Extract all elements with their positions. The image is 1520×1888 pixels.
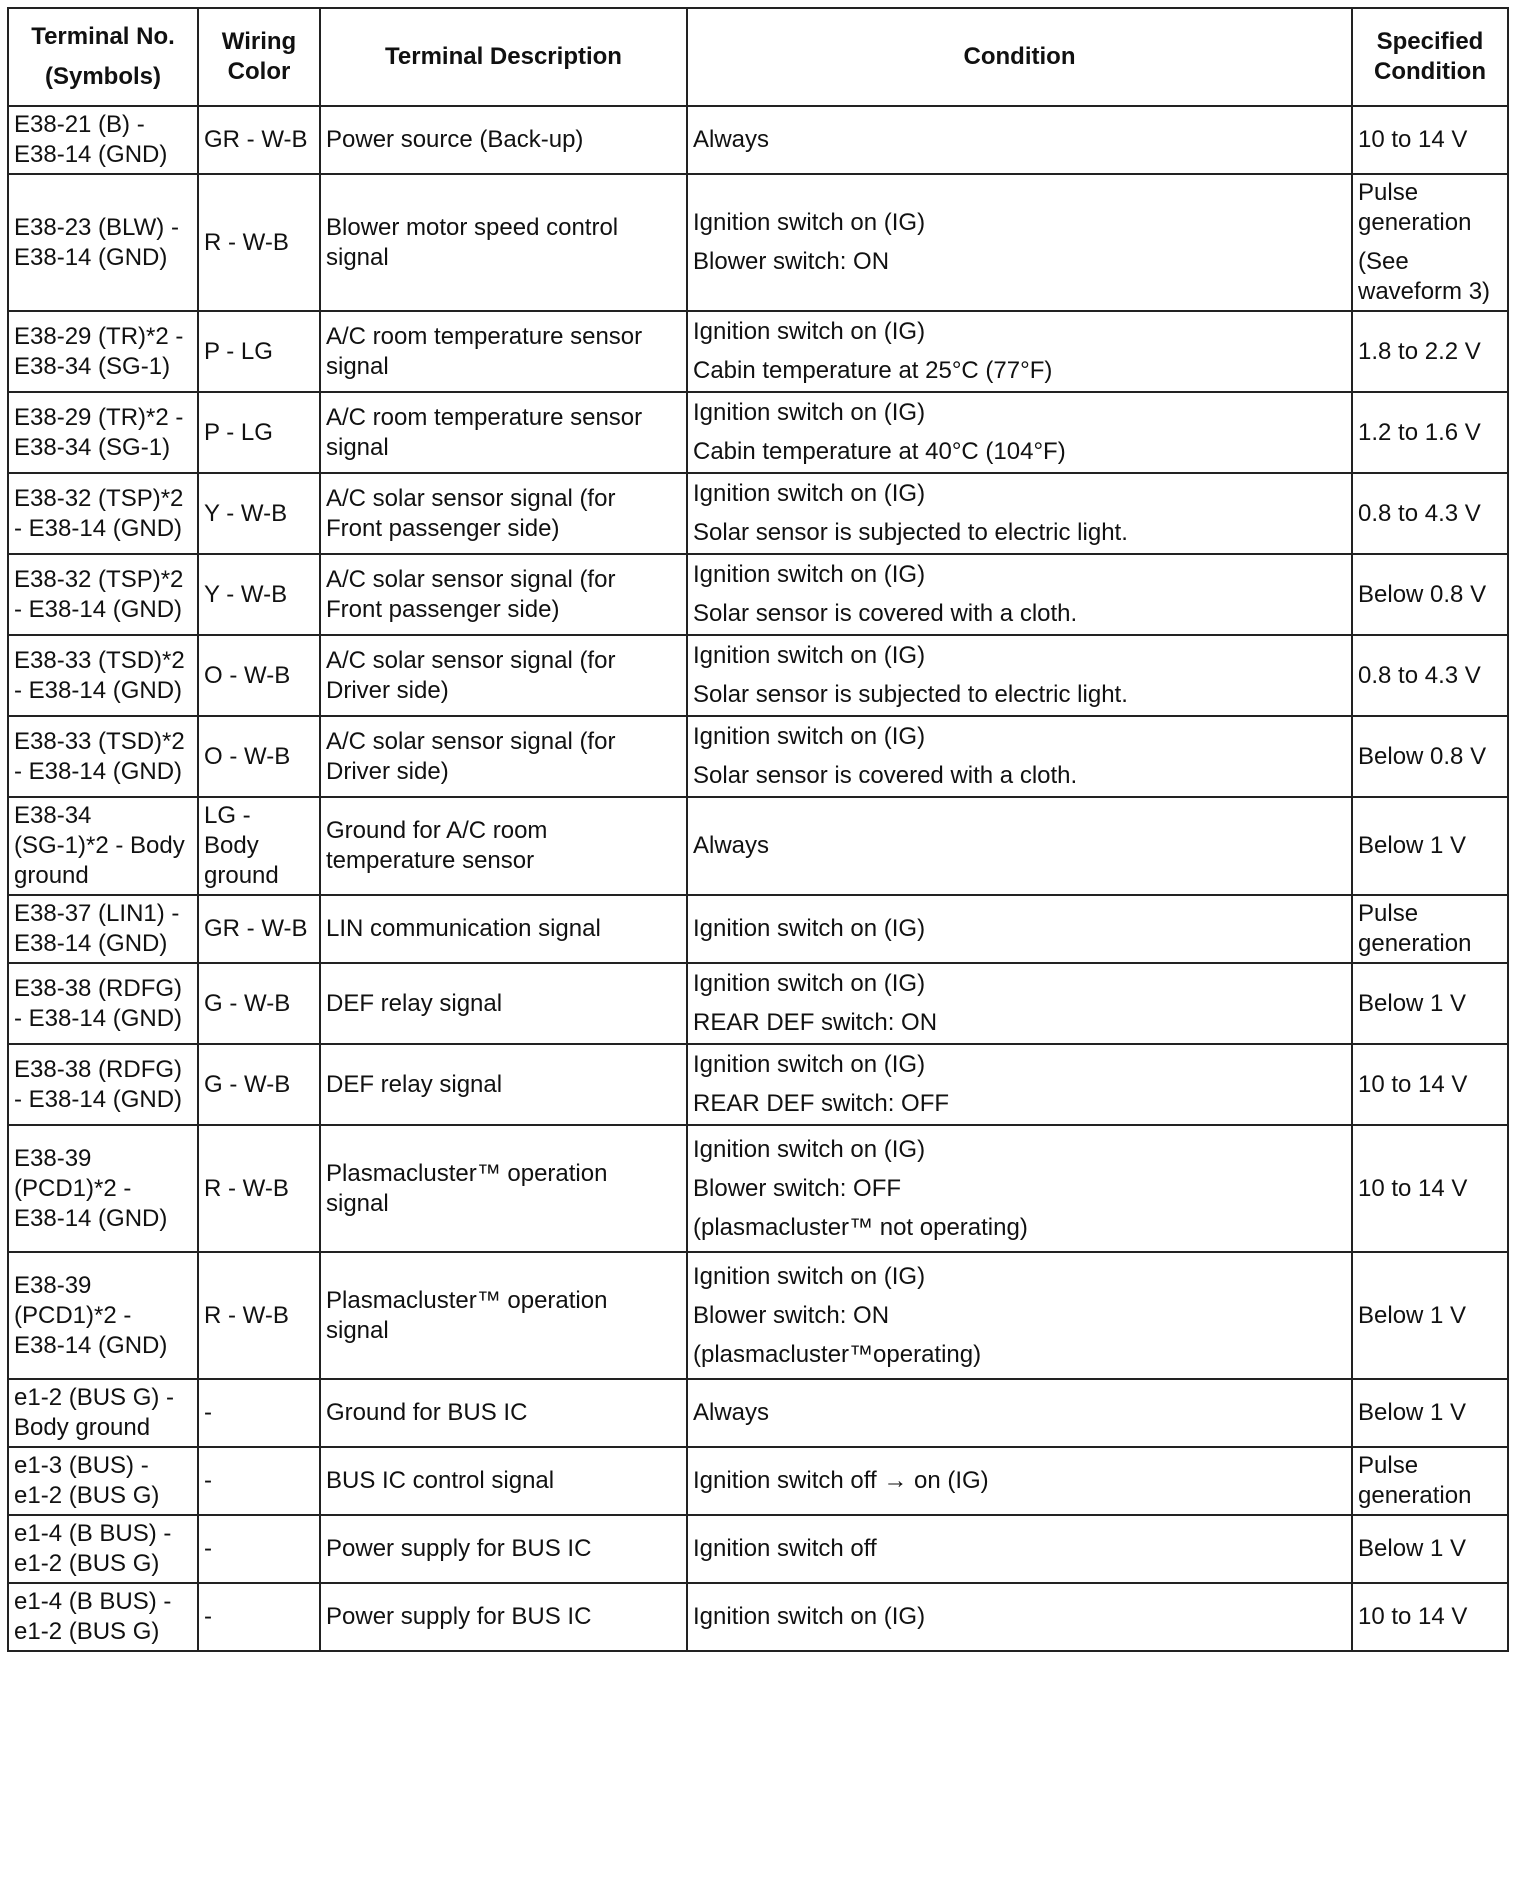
- condition-line: Ignition switch on (IG): [693, 642, 926, 669]
- specified-condition-line: 1.2 to 1.6 V: [1358, 418, 1481, 446]
- wiring-color-cell: [198, 797, 320, 895]
- specified-condition-line: 1.8 to 2.2 V: [1358, 337, 1481, 365]
- terminal-line: E38-32 (TSP)*2: [14, 484, 184, 512]
- condition-cell: [687, 311, 1352, 392]
- condition-cell: [687, 174, 1352, 311]
- specified-condition-cell: [1352, 311, 1508, 392]
- specified-condition-cell: [1352, 635, 1508, 716]
- wiring-color-cell: [198, 1515, 320, 1583]
- wiring-color-line: O - W-B: [204, 742, 291, 770]
- wiring-color-line: Y - W-B: [204, 499, 288, 527]
- terminal-line: E38-34: [14, 802, 92, 829]
- description-line: Driver side): [326, 757, 449, 785]
- condition-line: Cabin temperature at 25°C (77°F): [693, 357, 1053, 384]
- wiring-color-cell: [198, 392, 320, 473]
- terminal-cell: [8, 895, 198, 963]
- table-row: [8, 392, 1508, 473]
- description-line: Front passenger side): [326, 595, 560, 623]
- terminal-line: (SG-1)*2 - Body: [14, 832, 185, 859]
- condition-cell: [687, 1515, 1352, 1583]
- wiring-color-line: GR - W-B: [204, 126, 308, 153]
- terminal-line: E38-14 (GND): [14, 930, 168, 957]
- terminal-line: e1-4 (B BUS) -: [14, 1588, 172, 1615]
- wiring-color-cell: [198, 963, 320, 1044]
- terminal-line: E38-38 (RDFG): [14, 974, 183, 1002]
- condition-cell: [687, 716, 1352, 797]
- wiring-color-cell: [198, 635, 320, 716]
- description-cell: [320, 1515, 687, 1583]
- terminal-line: E38-14 (GND): [14, 1204, 168, 1232]
- description-cell: [320, 716, 687, 797]
- specified-condition-cell: [1352, 1583, 1508, 1651]
- specified-condition-cell: [1352, 963, 1508, 1044]
- wiring-color-line: R - W-B: [204, 1174, 289, 1202]
- terminal-line: e1-2 (BUS G): [14, 1550, 160, 1577]
- terminal-line: ground: [14, 862, 89, 889]
- condition-line: (plasmacluster™ not operating): [693, 1213, 1028, 1241]
- table-header-row: [8, 8, 1508, 106]
- description-line: A/C solar sensor signal (for: [326, 484, 616, 512]
- specified-condition-cell: [1352, 1125, 1508, 1252]
- condition-line: Ignition switch on (IG): [693, 1135, 926, 1163]
- condition-line: (plasmacluster™operating): [693, 1340, 982, 1368]
- terminal-line: E38-34 (SG-1): [14, 433, 171, 461]
- condition-line: Ignition switch on (IG): [693, 480, 926, 507]
- condition-line: Ignition switch off: [693, 1535, 877, 1562]
- specified-condition-line: 0.8 to 4.3 V: [1358, 661, 1481, 689]
- condition-cell: [687, 106, 1352, 174]
- condition-cell: [687, 1252, 1352, 1379]
- specified-condition-cell: [1352, 1447, 1508, 1515]
- description-cell: [320, 1379, 687, 1447]
- wiring-color-cell: [198, 1125, 320, 1252]
- specified-condition-cell: [1352, 1379, 1508, 1447]
- terminal-line: Body ground: [14, 1414, 151, 1441]
- condition-cell: [687, 895, 1352, 963]
- header-specified-line1: Specified: [1376, 28, 1484, 55]
- header-specified-line2: Condition: [1374, 58, 1486, 85]
- terminal-line: E38-39: [14, 1144, 92, 1172]
- wiring-color-line: G - W-B: [204, 989, 291, 1017]
- terminal-line: - E38-14 (GND): [14, 676, 183, 704]
- terminal-line: e1-2 (BUS G): [14, 1482, 160, 1509]
- specified-condition-line: waveform 3): [1358, 278, 1491, 305]
- condition-cell: [687, 1125, 1352, 1252]
- terminal-cell: [8, 554, 198, 635]
- description-cell: [320, 1583, 687, 1651]
- terminal-line: E38-32 (TSP)*2: [14, 565, 184, 593]
- condition-line: Ignition switch on (IG): [693, 1262, 926, 1290]
- terminal-cell: [8, 963, 198, 1044]
- wiring-color-cell: [198, 1583, 320, 1651]
- specified-condition-cell: [1352, 392, 1508, 473]
- wiring-color-cell: [198, 311, 320, 392]
- condition-line: REAR DEF switch: OFF: [693, 1090, 950, 1117]
- wiring-color-line: -: [204, 1535, 212, 1562]
- header-description: Terminal Description: [320, 8, 687, 106]
- wiring-color-line: LG -: [204, 802, 251, 829]
- description-line: A/C solar sensor signal (for: [326, 565, 616, 593]
- condition-cell: [687, 392, 1352, 473]
- condition-line: Always: [693, 126, 770, 153]
- table-body: [8, 106, 1508, 1651]
- condition-cell: [687, 1447, 1352, 1515]
- condition-line: Ignition switch on (IG): [693, 209, 926, 236]
- terminal-cell: [8, 1125, 198, 1252]
- condition-line: Cabin temperature at 40°C (104°F): [693, 438, 1066, 465]
- wiring-color-cell: [198, 1447, 320, 1515]
- table-row: [8, 473, 1508, 554]
- description-cell: [320, 895, 687, 963]
- condition-line: Ignition switch on (IG): [693, 723, 926, 750]
- header-condition: Condition: [687, 8, 1352, 106]
- description-line: Blower motor speed control: [326, 213, 619, 241]
- description-line: signal: [326, 352, 389, 380]
- header-terminal: [8, 8, 198, 106]
- specified-condition-line: Pulse: [1358, 179, 1419, 206]
- specified-condition-line: Below 1 V: [1358, 1535, 1467, 1562]
- description-line: DEF relay signal: [326, 989, 503, 1017]
- wiring-color-cell: [198, 716, 320, 797]
- specified-condition-cell: [1352, 895, 1508, 963]
- terminal-cell: [8, 1379, 198, 1447]
- specified-condition-line: Below 1 V: [1358, 1399, 1467, 1426]
- terminal-cell: [8, 797, 198, 895]
- specified-condition-line: generation: [1358, 209, 1472, 236]
- condition-line: Blower switch: ON: [693, 248, 890, 275]
- specified-condition-line: 10 to 14 V: [1358, 1174, 1468, 1202]
- description-line: Plasmacluster™ operation: [326, 1286, 608, 1314]
- terminal-cell: [8, 106, 198, 174]
- description-line: signal: [326, 1189, 389, 1217]
- description-line: DEF relay signal: [326, 1070, 503, 1098]
- condition-line: Always: [693, 1399, 770, 1426]
- condition-line: Ignition switch on (IG): [693, 1603, 926, 1630]
- terminal-line: (PCD1)*2 -: [14, 1174, 132, 1202]
- terminal-line: e1-3 (BUS) -: [14, 1452, 149, 1479]
- wiring-color-cell: [198, 554, 320, 635]
- description-cell: [320, 473, 687, 554]
- specified-condition-cell: [1352, 1515, 1508, 1583]
- header-terminal-line2: (Symbols): [44, 63, 161, 90]
- condition-cell: [687, 473, 1352, 554]
- terminal-cell: [8, 473, 198, 554]
- header-specified: [1352, 8, 1508, 106]
- table-row: [8, 1379, 1508, 1447]
- condition-line: Solar sensor is covered with a cloth.: [693, 762, 1078, 789]
- terminal-line: E38-29 (TR)*2 -: [14, 403, 184, 431]
- wiring-color-line: GR - W-B: [204, 915, 308, 942]
- terminal-line: E38-14 (GND): [14, 1331, 168, 1359]
- condition-line: REAR DEF switch: ON: [693, 1009, 938, 1036]
- description-cell: [320, 106, 687, 174]
- terminal-cell: [8, 392, 198, 473]
- terminal-line: - E38-14 (GND): [14, 1004, 183, 1032]
- specified-condition-cell: [1352, 106, 1508, 174]
- terminal-cell: [8, 311, 198, 392]
- condition-line: Ignition switch on (IG): [693, 561, 926, 588]
- description-line: A/C solar sensor signal (for: [326, 646, 616, 674]
- condition-line: Ignition switch on (IG): [693, 970, 926, 997]
- wiring-color-line: R - W-B: [204, 228, 289, 256]
- specified-condition-cell: [1352, 1252, 1508, 1379]
- wiring-color-cell: [198, 106, 320, 174]
- table-row: [8, 635, 1508, 716]
- description-cell: [320, 554, 687, 635]
- condition-line: Ignition switch on (IG): [693, 399, 926, 426]
- terminal-line: E38-14 (GND): [14, 141, 168, 168]
- wiring-color-cell: [198, 1044, 320, 1125]
- description-line: signal: [326, 243, 389, 271]
- condition-cell: [687, 1044, 1352, 1125]
- table-row: [8, 1125, 1508, 1252]
- condition-line: Ignition switch off → on (IG): [693, 1467, 989, 1494]
- terminal-line: E38-14 (GND): [14, 243, 168, 271]
- table-row: [8, 963, 1508, 1044]
- description-cell: [320, 1044, 687, 1125]
- wiring-color-line: -: [204, 1399, 212, 1426]
- specified-condition-cell: [1352, 716, 1508, 797]
- description-line: Plasmacluster™ operation: [326, 1159, 608, 1187]
- description-line: Power source (Back-up): [326, 126, 584, 153]
- condition-line: Ignition switch on (IG): [693, 318, 926, 345]
- description-cell: [320, 174, 687, 311]
- description-cell: [320, 797, 687, 895]
- terminal-line: - E38-14 (GND): [14, 595, 183, 623]
- table-row: [8, 1252, 1508, 1379]
- specified-condition-line: 0.8 to 4.3 V: [1358, 499, 1481, 527]
- wiring-color-line: R - W-B: [204, 1301, 289, 1329]
- condition-line: Always: [693, 832, 770, 859]
- condition-cell: [687, 635, 1352, 716]
- terminal-cell: [8, 174, 198, 311]
- description-line: BUS IC control signal: [326, 1467, 555, 1494]
- wiring-color-line: Y - W-B: [204, 580, 288, 608]
- wiring-color-line: G - W-B: [204, 1070, 291, 1098]
- header-wiring-line1: Wiring: [221, 28, 297, 55]
- condition-cell: [687, 963, 1352, 1044]
- table-row: [8, 174, 1508, 311]
- specified-condition-cell: [1352, 554, 1508, 635]
- specified-condition-line: Below 1 V: [1358, 989, 1467, 1017]
- terminal-line: E38-37 (LIN1) -: [14, 900, 180, 927]
- table-row: [8, 1447, 1508, 1515]
- description-cell: [320, 311, 687, 392]
- terminal-line: E38-38 (RDFG): [14, 1055, 183, 1083]
- specified-condition-line: Pulse: [1358, 1452, 1419, 1479]
- terminal-line: - E38-14 (GND): [14, 1085, 183, 1113]
- condition-cell: [687, 554, 1352, 635]
- wiring-color-cell: [198, 473, 320, 554]
- terminal-cell: [8, 1583, 198, 1651]
- terminal-cell: [8, 1515, 198, 1583]
- table-row: [8, 716, 1508, 797]
- description-cell: [320, 963, 687, 1044]
- description-line: A/C room temperature sensor: [326, 322, 643, 350]
- wiring-color-line: Body: [204, 832, 259, 859]
- terminal-line: E38-34 (SG-1): [14, 352, 171, 380]
- terminal-cell: [8, 1252, 198, 1379]
- specified-condition-line: Below 0.8 V: [1358, 742, 1487, 770]
- wiring-color-cell: [198, 895, 320, 963]
- wiring-color-line: -: [204, 1603, 212, 1630]
- specified-condition-line: 10 to 14 V: [1358, 126, 1468, 153]
- description-cell: [320, 392, 687, 473]
- header-terminal-line1: Terminal No.: [31, 23, 175, 50]
- condition-line: Blower switch: ON: [693, 1301, 890, 1329]
- description-line: Ground for A/C room: [326, 817, 548, 844]
- specified-condition-line: Below 0.8 V: [1358, 580, 1487, 608]
- wiring-color-cell: [198, 1252, 320, 1379]
- terminal-line: E38-39: [14, 1271, 92, 1299]
- wiring-color-line: P - LG: [204, 418, 273, 446]
- specified-condition-line: generation: [1358, 930, 1472, 957]
- specified-condition-cell: [1352, 174, 1508, 311]
- terminal-line: e1-2 (BUS G) -: [14, 1384, 175, 1411]
- specified-condition-cell: [1352, 473, 1508, 554]
- description-line: A/C solar sensor signal (for: [326, 727, 616, 755]
- table-row: [8, 797, 1508, 895]
- condition-line: Solar sensor is subjected to electric light.: [693, 681, 1128, 708]
- description-cell: [320, 1447, 687, 1515]
- header-wiring-line2: Color: [227, 58, 291, 85]
- table-row: [8, 554, 1508, 635]
- specified-condition-cell: [1352, 1044, 1508, 1125]
- condition-cell: [687, 797, 1352, 895]
- condition-line: Solar sensor is subjected to electric light.: [693, 519, 1128, 546]
- terminal-line: E38-29 (TR)*2 -: [14, 322, 184, 350]
- table-row: [8, 1515, 1508, 1583]
- table-row: [8, 311, 1508, 392]
- specified-condition-cell: [1352, 797, 1508, 895]
- description-cell: [320, 635, 687, 716]
- specified-condition-line: Pulse: [1358, 900, 1419, 927]
- table-row: [8, 1044, 1508, 1125]
- wiring-color-line: ground: [204, 862, 279, 889]
- terminal-line: e1-2 (BUS G): [14, 1618, 160, 1645]
- description-line: signal: [326, 1316, 389, 1344]
- terminal-cell: [8, 635, 198, 716]
- description-line: Power supply for BUS IC: [326, 1603, 592, 1630]
- specified-condition-line: Below 1 V: [1358, 1301, 1467, 1329]
- terminal-line: E38-33 (TSD)*2: [14, 727, 185, 755]
- description-line: Front passenger side): [326, 514, 560, 542]
- description-line: LIN communication signal: [326, 915, 601, 942]
- wiring-color-line: O - W-B: [204, 661, 291, 689]
- wiring-color-cell: [198, 174, 320, 311]
- terminal-spec-table: [7, 7, 1509, 1652]
- terminal-cell: [8, 716, 198, 797]
- terminal-line: E38-23 (BLW) -: [14, 213, 179, 241]
- terminal-line: - E38-14 (GND): [14, 757, 183, 785]
- description-line: Ground for BUS IC: [326, 1399, 528, 1426]
- description-line: Driver side): [326, 676, 449, 704]
- terminal-line: E38-33 (TSD)*2: [14, 646, 185, 674]
- terminal-cell: [8, 1447, 198, 1515]
- wiring-color-cell: [198, 1379, 320, 1447]
- condition-line: Ignition switch on (IG): [693, 1051, 926, 1078]
- wiring-color-line: P - LG: [204, 337, 273, 365]
- description-cell: [320, 1252, 687, 1379]
- terminal-line: e1-4 (B BUS) -: [14, 1520, 172, 1547]
- description-cell: [320, 1125, 687, 1252]
- terminal-line: - E38-14 (GND): [14, 514, 183, 542]
- specified-condition-line: 10 to 14 V: [1358, 1603, 1468, 1630]
- table-row: [8, 895, 1508, 963]
- condition-line: Ignition switch on (IG): [693, 915, 926, 942]
- table-row: [8, 106, 1508, 174]
- condition-cell: [687, 1583, 1352, 1651]
- wiring-color-line: -: [204, 1467, 212, 1494]
- specified-condition-line: 10 to 14 V: [1358, 1070, 1468, 1098]
- specified-condition-line: Below 1 V: [1358, 832, 1467, 859]
- table-row: [8, 1583, 1508, 1651]
- description-line: temperature sensor: [326, 847, 535, 874]
- condition-line: Solar sensor is covered with a cloth.: [693, 600, 1078, 627]
- terminal-line: E38-21 (B) -: [14, 111, 145, 138]
- description-line: signal: [326, 433, 389, 461]
- condition-cell: [687, 1379, 1352, 1447]
- header-wiring: [198, 8, 320, 106]
- terminal-cell: [8, 1044, 198, 1125]
- specified-condition-line: generation: [1358, 1482, 1472, 1509]
- description-line: A/C room temperature sensor: [326, 403, 643, 431]
- terminal-line: (PCD1)*2 -: [14, 1301, 132, 1329]
- description-line: Power supply for BUS IC: [326, 1535, 592, 1562]
- specified-condition-line: (See: [1358, 248, 1409, 275]
- condition-line: Blower switch: OFF: [693, 1174, 902, 1202]
